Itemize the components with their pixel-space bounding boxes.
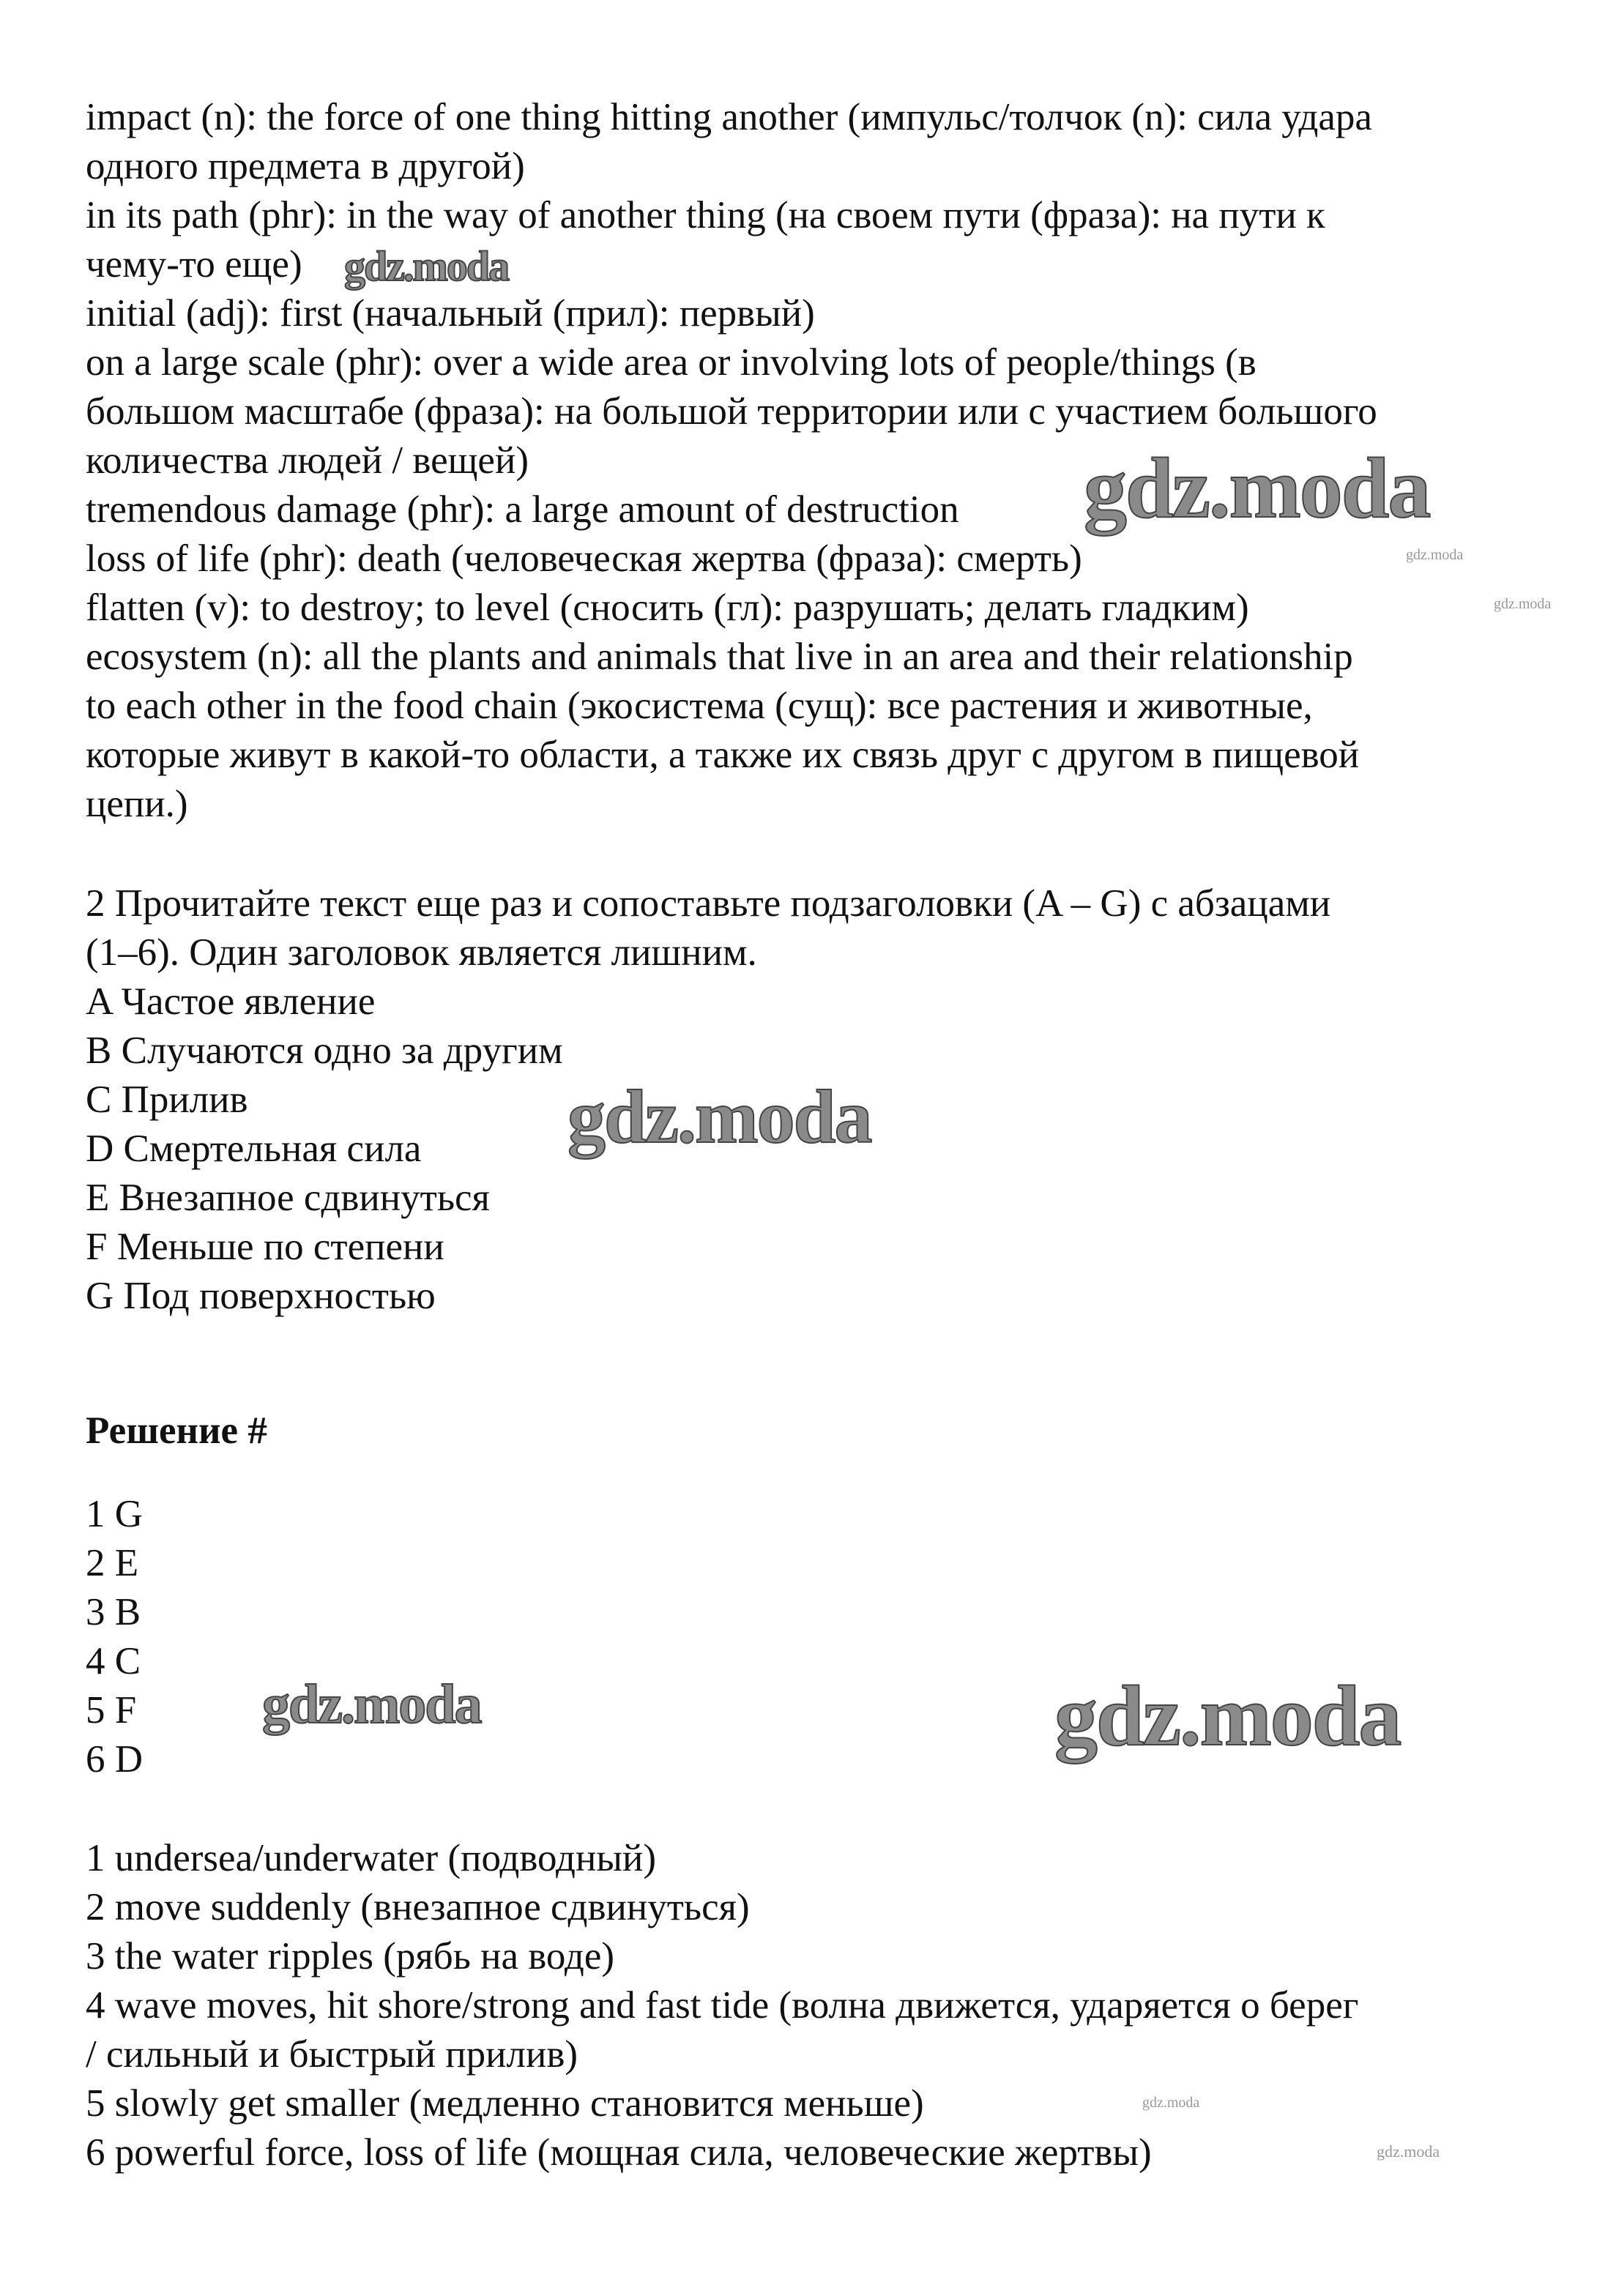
heading-option: D Смертельная сила [86, 1128, 422, 1170]
answer-item: 2 E [86, 1542, 139, 1584]
watermark: gdz.moda [567, 1075, 871, 1159]
vocab-line: impact (n): the force of one thing hitting another (импульс/толчок (n): сила удара [86, 96, 1372, 138]
heading-option: E Внезапное сдвинуться [86, 1177, 490, 1219]
vocab-line: одного предмета в другой) [86, 145, 525, 187]
note-line: 5 slowly get smaller (медленно становится меньше) [86, 2082, 924, 2125]
answer-item: 5 F [86, 1689, 137, 1732]
notes-list [86, 1834, 1358, 2177]
watermark: gdz.moda [344, 242, 509, 290]
answers-list [86, 1490, 143, 1784]
vocab-line: чему-то еще) [86, 243, 302, 286]
vocab-line: flatten (v): to destroy; to level (сносить (гл): разрушать; делать гладким) [86, 586, 1249, 629]
watermark: gdz.moda [1142, 2095, 1200, 2111]
vocab-line: которые живут в какой-то области, а также их связь друг с другом в пищевой [86, 734, 1360, 776]
task-line: 2 Прочитайте текст еще раз и сопоставьте подзаголовки (A – G) с абзацами [86, 882, 1331, 925]
vocab-line: tremendous damage (phr): a large amount of destruction [86, 488, 959, 531]
vocab-line: on a large scale (phr): over a wide area or involving lots of people/things (в [86, 341, 1257, 384]
answer-item: 6 D [86, 1738, 144, 1781]
vocab-line: to each other in the food chain (экосистема (сущ): все растения и животные, [86, 685, 1313, 727]
vocab-line: loss of life (phr): death (человеческая жертва (фраза): смерть) [86, 537, 1082, 580]
task-line: (1–6). Один заголовок является лишним. [86, 931, 757, 974]
heading-option: G Под поверхностью [86, 1275, 436, 1317]
watermark: gdz.moda [262, 1674, 481, 1735]
solution-heading: Решение # [86, 1409, 267, 1452]
watermark: gdz.moda [1494, 596, 1552, 612]
watermark: gdz.moda [1406, 547, 1464, 563]
heading-option: C Прилив [86, 1078, 248, 1121]
watermark: gdz.moda [1054, 1668, 1401, 1764]
heading-option: F Меньше по степени [86, 1226, 444, 1268]
answer-item: 3 B [86, 1591, 141, 1633]
vocab-line: количества людей / вещей) [86, 439, 529, 482]
vocab-line: цепи.) [86, 783, 188, 825]
answer-item: 1 G [86, 1493, 144, 1535]
note-line: / сильный и быстрый прилив) [86, 2033, 578, 2076]
note-line: 3 the water ripples (рябь на воде) [86, 1935, 615, 1978]
note-line: 1 undersea/underwater (подводный) [86, 1837, 656, 1879]
vocab-line: ecosystem (n): all the plants and animals that live in an area and their relationship [86, 636, 1353, 678]
vocab-line: in its path (phr): in the way of another thing (на своем пути (фраза): на пути к [86, 194, 1325, 236]
heading-option: A Частое явление [86, 980, 376, 1023]
answer-item: 4 C [86, 1640, 141, 1682]
note-line: 4 wave moves, hit shore/strong and fast tide (волна движется, ударяется о берег [86, 1984, 1359, 2027]
watermark: gdz.moda [1377, 2142, 1440, 2161]
note-line: 6 powerful force, loss of life (мощная сила, человеческие жертвы) [86, 2131, 1152, 2174]
note-line: 2 move suddenly (внезапное сдвинуться) [86, 1886, 750, 1928]
watermark: gdz.moda [1084, 440, 1430, 536]
vocab-line: initial (adj): first (начальный (прил): первый) [86, 292, 815, 335]
heading-option: B Случаются одно за другим [86, 1029, 563, 1072]
vocab-line: большом масштабе (фраза): на большой территории или с участием большого [86, 390, 1377, 433]
